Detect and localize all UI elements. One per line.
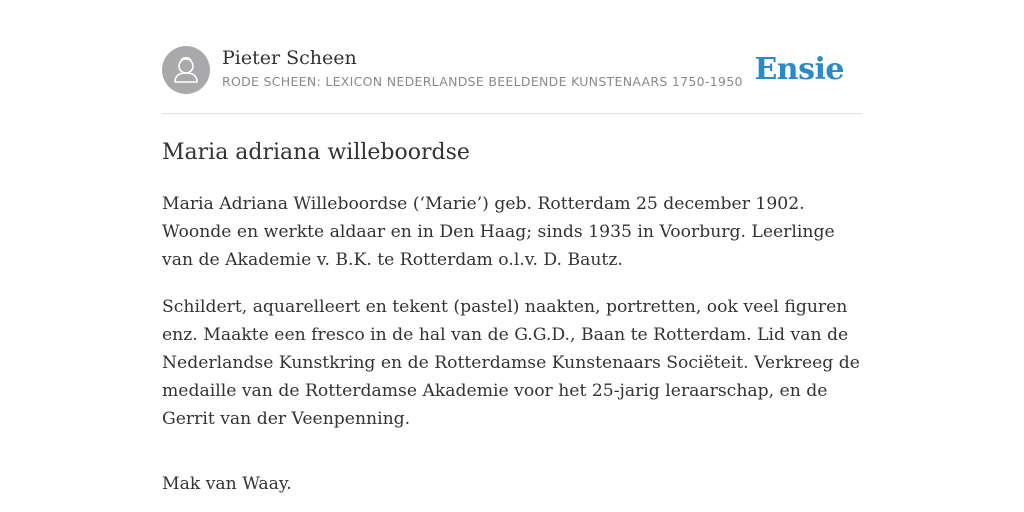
source-label[interactable]: RODE SCHEEN: LEXICON NEDERLANDSE BEELDENDE KUNSTENAARS 1750-1950 [222,74,743,89]
article-body [162,190,862,512]
header-divider [162,113,862,114]
user-icon [162,46,210,94]
article-header [162,46,862,96]
article-paragraph: Maria Adriana Willeboordse (‘Marie’) geb. Rotterdam 25 december 1902. Woonde en werkte aldaar en in Den Haag; sinds 1935 in Voorburg. Leerlinge van de Akademie v. B.K. te Rotterdam o.l.v. D. Bautz. [162,194,835,270]
article-title: Maria adriana willeboordse [162,140,470,165]
article-paragraph: Schildert, aquarelleert en tekent (pastel) naakten, portretten, ook veel figuren enz. Maakte een fresco in de hal van de G.G.D., Baan te Rotterdam. Lid van de Nederlandse Kunstkring en de Rotterdamse Kunstenaars Sociëteit. Verkreeg de medaille van de Rotterdamse Akademie voor het 25-jarig leraarschap, en de Gerrit van der Veenpenning. [162,297,860,429]
ensie-logo[interactable]: Ensie [754,52,844,87]
avatar[interactable] [162,46,210,94]
article-signature: Mak van Waay. [162,474,292,494]
author-name[interactable]: Pieter Scheen [222,47,357,69]
